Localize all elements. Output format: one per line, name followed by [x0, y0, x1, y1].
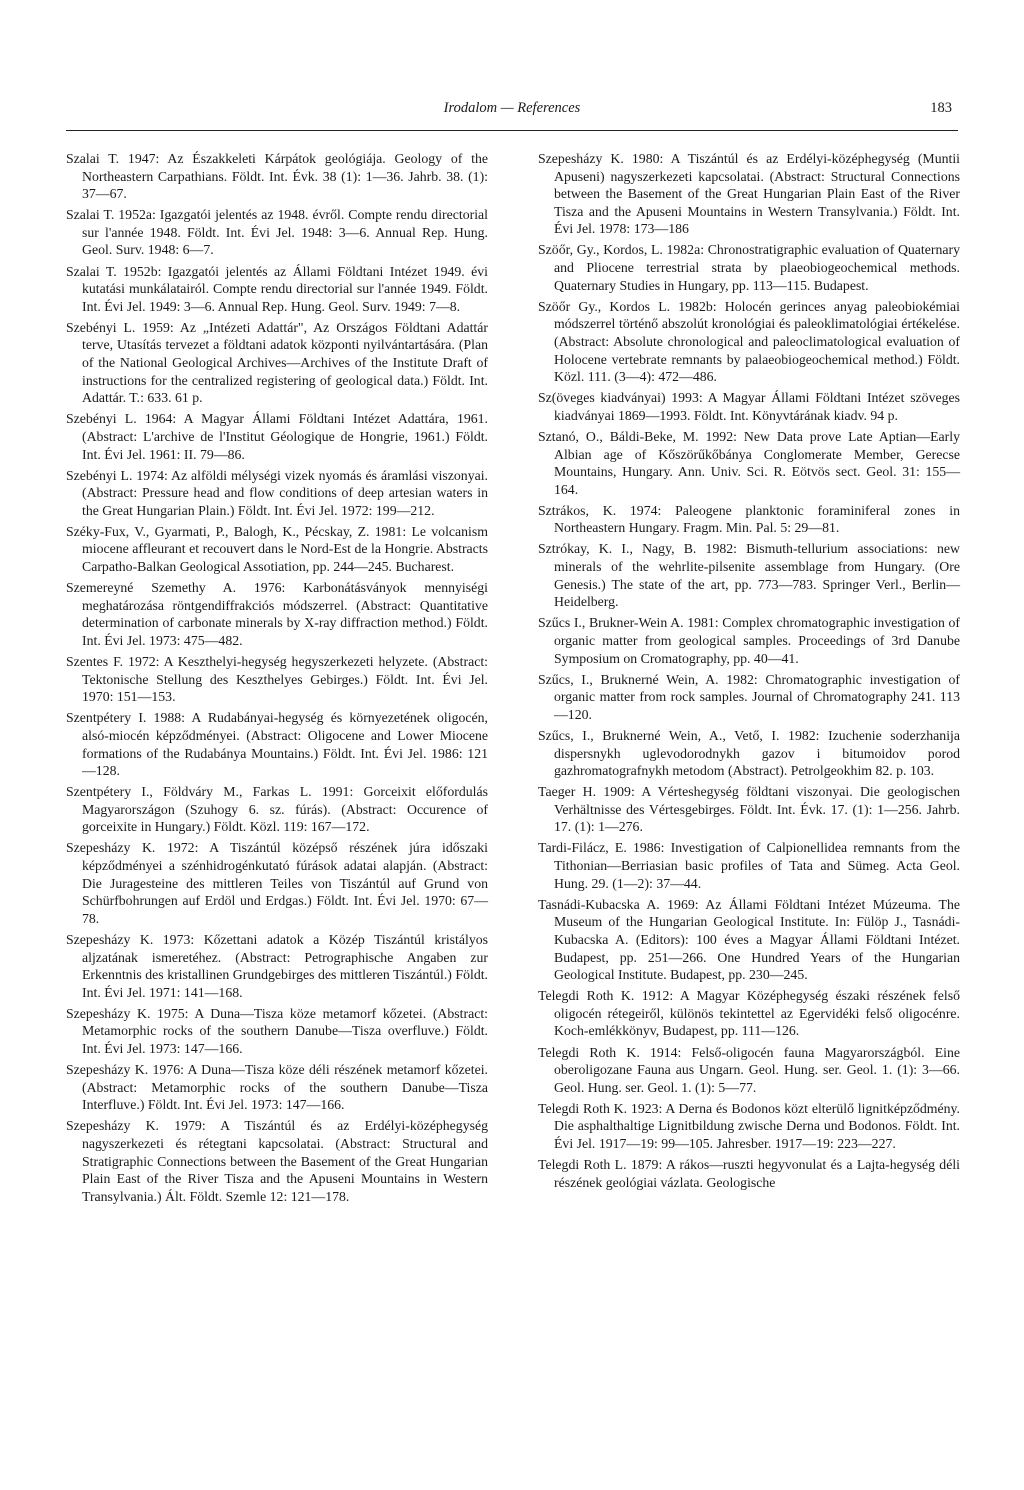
- left-column: [66, 150, 488, 1209]
- reference-entry: Sztanó, O., Báldi-Beke, M. 1992: New Data prove Late Aptian—Early Albian age of Kőszörűkőbánya Conglomerate Member, Gerecse Mountains, Hungary. Ann. Univ. Sci. R. Eötvös sect. Geol. 31: 155—164.: [538, 428, 960, 497]
- reference-entry: Szemereyné Szemethy A. 1976: Karbonátásványok mennyiségi meghatározása röntgendiffrakciós módszerrel. (Abstract: Quantitative determination of carbonate minerals by X-ray diffraction method.) Földt. Int. Évi Jel. 1973: 475—482.: [66, 580, 488, 648]
- reference-entry: Szűcs, I., Bruknerné Wein, A., Vető, I. 1982: Izuchenie soderzhanija dispersnykh uglevodorodnykh gazov i bitumoidov porod gazhromatografnykh metodom (Abstract). Petrolgeokhim 82. p. 103.: [538, 727, 960, 779]
- reference-entry: Szepesházy K. 1975: A Duna—Tisza köze metamorf kőzetei. (Abstract: Metamorphic rocks of the southern Danube—Tisza overfluve.) Földt. Int. Évi Jel. 1973: 147—166.: [66, 1005, 488, 1056]
- reference-entry: Szűcs, I., Bruknerné Wein, A. 1982: Chromatographic investigation of organic matter from rock samples. Journal of Chromatography 241. 113—120.: [538, 671, 960, 722]
- reference-entry: Szentpétery I., Földváry M., Farkas L. 1991: Gorceixit előfordulás Magyarországon (Szuhogy 6. sz. fúrás). (Abstract: Occurence of gorceixite in Hungary.) Földt. Közl. 119: 167—172.: [66, 784, 488, 835]
- running-head: Irodalom — References: [443, 100, 581, 116]
- reference-entry: Telegdi Roth L. 1879: A rákos—ruszti hegyvonulat és a Lajta-hegység déli részének geológiai vázlata. Geologische: [538, 1157, 960, 1190]
- reference-entry: Tardi-Filácz, E. 1986: Investigation of Calpionellidea remnants from the Tithonian—Berriasian basic profiles of Tata and Sümeg. Acta Geol. Hung. 29. (1—2): 37—44.: [538, 840, 960, 891]
- reference-entry: Szöőr, Gy., Kordos, L. 1982a: Chronostratigraphic evaluation of Quaternary and Pliocene terrestrial strata by plaeobiogeochemical methods. Quaternary Studies in Hungary, pp. 113—115. Budapest.: [538, 242, 960, 293]
- reference-entry: Sz(öveges kiadványai) 1993: A Magyar Állami Földtani Intézet szöveges kiadványai 1869—1993. Földt. Int. Könyvtárának kiadv. 94 p.: [538, 390, 960, 423]
- reference-entry: Taeger H. 1909: A Vérteshegység földtani viszonyai. Die geologischen Verhältnisse des Vértesgebirges. Földt. Int. Évk. 17. (1): 1—256. Jahrb. 17. (1): 1—276.: [538, 784, 960, 835]
- page-header: [66, 90, 958, 131]
- reference-columns: [66, 150, 958, 1450]
- reference-entry: Szebényi L. 1974: Az alföldi mélységi vizek nyomás és áramlási viszonyai. (Abstract: Pressure head and flow conditions of deep artesian waters in the Great Hungarian Plain.) Földt. Int. Évi Jel. 1972: 199—212.: [66, 467, 488, 518]
- reference-entry: Telegdi Roth K. 1912: A Magyar Középhegység északi részének felső oligocén rétegeiről, különös tekintettel az Egervidéki felső oligocénre. Koch-emlékkönyv, Budapest, pp. 111—126.: [538, 988, 960, 1039]
- reference-entry: Szepesházy K. 1976: A Duna—Tisza köze déli részének metamorf kőzetei. (Abstract: Metamorphic rocks of the southern Danube—Tisza Interfluve.) Földt. Int. Évi Jel. 1973: 147—166.: [66, 1062, 488, 1113]
- reference-entry: Szűcs I., Brukner-Wein A. 1981: Complex chromatographic investigation of organic matter from geological samples. Proceedings of 3rd Danube Symposium on Cromatography, pp. 40—41.: [538, 615, 960, 666]
- reference-entry: Széky-Fux, V., Gyarmati, P., Balogh, K., Pécskay, Z. 1981: Le volcanism miocene affleurant et recouvert dans le Nord-Est de la Hongrie. Abstracts Carpatho-Balkan Geological Assotiation, pp. 244—245. Bucharest.: [66, 523, 488, 575]
- reference-entry: Sztrókay, K. I., Nagy, B. 1982: Bismuth-tellurium associations: new minerals of the wehrlite-pilsenite assemblage from Hungary. (Ore Genesis.) The state of the art, pp. 773—783. Springer Verl., Berlin—Heidelberg.: [538, 541, 960, 610]
- reference-entry: Szepesházy K. 1979: A Tiszántúl és az Erdélyi-középhegység nagyszerkezeti és rétegtani kapcsolatai. (Abstract: Structural and Stratigraphic Connections between the Basement of the Great Hungarian Plain East of the River Tisza and the Apuseni Mountains in Western Transylvania.) Ált. Földt. Szemle 12: 121—178.: [66, 1118, 488, 1204]
- reference-entry: Szalai T. 1952b: Igazgatói jelentés az Állami Földtani Intézet 1949. évi kutatási munkálatairól. Compte rendu directorial sur l'année 1949. Földt. Int. Évi Jel. 1949: 3—6. Annual Rep. Hung. Geol. Surv. 1949: 7—8.: [66, 263, 488, 314]
- reference-entry: Szebényi L. 1959: Az „Intézeti Adattár", Az Országos Földtani Adattár terve, Utasítás tervezet a földtani adatok központi nyilvántartására. (Plan of the National Geological Archives—Archives of the Institute Draft of instructions for the centralized registering of geological data.) Földt. Int. Adattár. T.: 633. 61 p.: [66, 319, 488, 406]
- reference-entry: Szepesházy K. 1973: Kőzettani adatok a Közép Tiszántúl kristályos aljzatának ismeretéhez. (Abstract: Petrographische Angaben zur Erkenntnis des kristallinen Grundgebirges des mittleren Tiszántúl.) Földt. Int. Évi Jel. 1971: 141—168.: [66, 931, 488, 1000]
- reference-entry: Tasnádi-Kubacska A. 1969: Az Állami Földtani Intézet Múzeuma. The Museum of the Hungarian Geological Institute. In: Fülöp J., Tasnádi-Kubacska A. (Editors): 100 éves a Magyar Állami Földtani Intézet. Budapest, pp. 251—266. One Hundred Years of the Hungarian Geological Institute. Budapest, pp. 230—245.: [538, 896, 960, 983]
- reference-entry: Szentpétery I. 1988: A Rudabányai-hegység és környezetének oligocén, alsó-miocén képződményei. (Abstract: Oligocene and Lower Miocene formations of the Rudabánya Mountains.) Földt. Int. Évi Jel. 1986: 121—128.: [66, 710, 488, 779]
- reference-entry: Telegdi Roth K. 1914: Felső-oligocén fauna Magyarországból. Eine oberoligozane Fauna aus Ungarn. Geol. Hung. ser. Geol. 1. (1): 3—66. Geol. Hung. ser. Geol. 1. (1): 5—77.: [538, 1044, 960, 1095]
- reference-entry: Telegdi Roth K. 1923: A Derna és Bodonos közt elterülő lignitképződmény. Die asphalthaltige Lignitbildung zwische Derna und Bodonos. Földt. Int. Évi Jel. 1917—19: 99—105. Jahresber. 1917—19: 223—227.: [538, 1100, 960, 1151]
- reference-entry: Sztrákos, K. 1974: Paleogene planktonic foraminiferal zones in Northeastern Hungary. Fragm. Min. Pal. 5: 29—81.: [538, 502, 960, 536]
- reference-entry: Szalai T. 1952a: Igazgatói jelentés az 1948. évről. Compte rendu directorial sur l'année 1948. Földt. Int. Évi Jel. 1948: 3—6. Annual Rep. Hung. Geol. Surv. 1948: 6—7.: [66, 207, 488, 258]
- reference-entry: Szalai T. 1947: Az Északkeleti Kárpátok geológiája. Geology of the Northeastern Carpathians. Földt. Int. Évk. 38 (1): 1—36. Jahrb. 38. (1): 37—67.: [66, 151, 488, 202]
- reference-entry: Szebényi L. 1964: A Magyar Állami Földtani Intézet Adattára, 1961. (Abstract: L'archive de l'Institut Géologique de Hongrie, 1961.) Földt. Int. Évi Jel. 1961: II. 79—86.: [66, 411, 488, 462]
- page-number: 183: [930, 100, 952, 116]
- reference-entry: Szepesházy K. 1980: A Tiszántúl és az Erdélyi-középhegység (Muntii Apuseni) nagyszerkezeti kapcsolatai. (Abstract: Structural Connections between the Basement of the Great Hungarian Plain East of the River Tisza and the Apuseni Mountains in Western Transylvania.) Földt. Int. Évi Jel. 1978: 173—186: [538, 151, 960, 237]
- reference-entry: Szentes F. 1972: A Keszthelyi-hegység hegyszerkezeti helyzete. (Abstract: Tektonische Stellung des Keszthelyes Gebirges.) Földt. Int. Évi Jel. 1970: 151—153.: [66, 654, 488, 705]
- reference-entry: Szepesházy K. 1972: A Tiszántúl középső részének júra időszaki képződményei a szénhidrogénkutató fúrások adatai alapján. (Abstract: Die Juragesteine des mittleren Teiles von Tiszántúl auf Grund von Schürfbohrungen auf Erdöl und Erdgas.) Földt. Int. Évi Jel. 1970: 67—78.: [66, 840, 488, 926]
- right-column: [538, 150, 960, 1195]
- reference-entry: Szöőr Gy., Kordos L. 1982b: Holocén gerinces anyag paleobiokémiai módszerrel történő abszolút kronológiai és paleoklimatológiai értékelése. (Abstract: Absolute chronological and paleoclimatological evaluation of Holocene vertebrate remnants by palaeobiogeochemical method.) Földt. Közl. 111. (3—4): 472—486.: [538, 298, 960, 385]
